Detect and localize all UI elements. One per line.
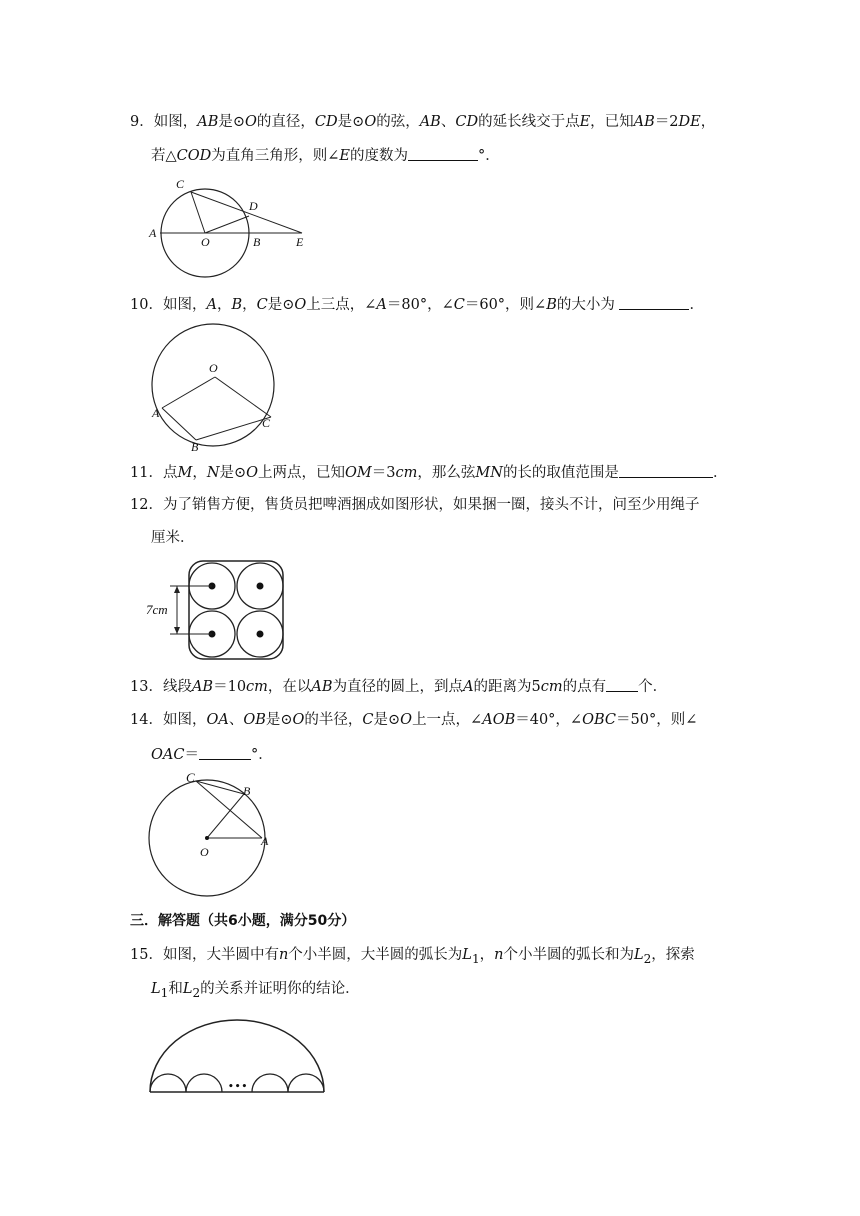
q12-line2: 厘米．	[151, 530, 195, 546]
q14-line1: 14．如图，OA、OB是⊙O的半径，C是⊙O上一点，∠AOB＝40°，∠OBC＝50°，则∠	[130, 712, 698, 728]
q14-figure	[140, 770, 290, 900]
q13-answer-blank	[606, 676, 638, 692]
q15-line1: 15．如图，大半圆中有n个小半圆，大半圆的弧长为$L_1$，n个小半圆的弧长和为$L_2$，探索	[130, 947, 695, 966]
q12-figure	[140, 558, 290, 663]
svg-text:A: A	[152, 406, 160, 420]
q9-line1: 9．如图，AB是⊙O的直径，CD是⊙O的弦，AB、CD的延长线交于点E，已知AB＝2DE，	[130, 114, 716, 130]
q15-figure	[145, 1010, 330, 1100]
q15-line2: $L_1$和$L_2$的关系并证明你的结论．	[151, 981, 360, 1000]
q14-line2: OAC＝ °．	[151, 744, 273, 765]
svg-text:D: D	[249, 199, 258, 213]
q14-answer-blank	[199, 744, 251, 760]
svg-text:C: C	[186, 770, 195, 785]
q13-line1: 13．线段AB＝10cm，在以AB为直径的圆上，到点A的距离为5cm的点有 个．	[130, 676, 667, 697]
svg-text:A: A	[149, 226, 157, 240]
q10-line1: 10．如图，A，B，C是⊙O上三点，∠A＝80°，∠C＝60°，则∠B的大小为 ．	[130, 294, 704, 315]
q10-figure	[145, 322, 285, 457]
svg-text:E: E	[296, 235, 304, 249]
q9-line2: 若△COD为直角三角形，则∠E的度数为 °．	[151, 145, 500, 166]
q9-answer-blank	[408, 145, 478, 161]
svg-text:•••: •••	[228, 1082, 249, 1092]
section-3-heading: 三．解答题（共6小题，满分50分）	[130, 913, 356, 929]
svg-text:C: C	[262, 416, 271, 430]
svg-text:B: B	[253, 235, 261, 249]
q11-answer-blank	[619, 462, 713, 478]
svg-text:A: A	[261, 834, 269, 848]
svg-text:O: O	[209, 361, 218, 375]
svg-text:O: O	[201, 235, 210, 249]
svg-text:B: B	[243, 784, 251, 798]
svg-text:O: O	[200, 845, 209, 859]
svg-text:B: B	[191, 440, 199, 454]
q11-line1: 11．点M，N是⊙O上两点，已知OM＝3cm，那么弦MN的长的取值范围是 ．	[130, 462, 727, 483]
q10-answer-blank	[619, 294, 689, 310]
svg-text:C: C	[176, 177, 185, 191]
svg-text:7cm: 7cm	[146, 602, 168, 617]
q12-line1: 12．为了销售方便，售货员把啤酒捆成如图形状，如果捆一圈，接头不计，问至少用绳子	[130, 497, 700, 513]
q9-figure	[140, 170, 330, 280]
